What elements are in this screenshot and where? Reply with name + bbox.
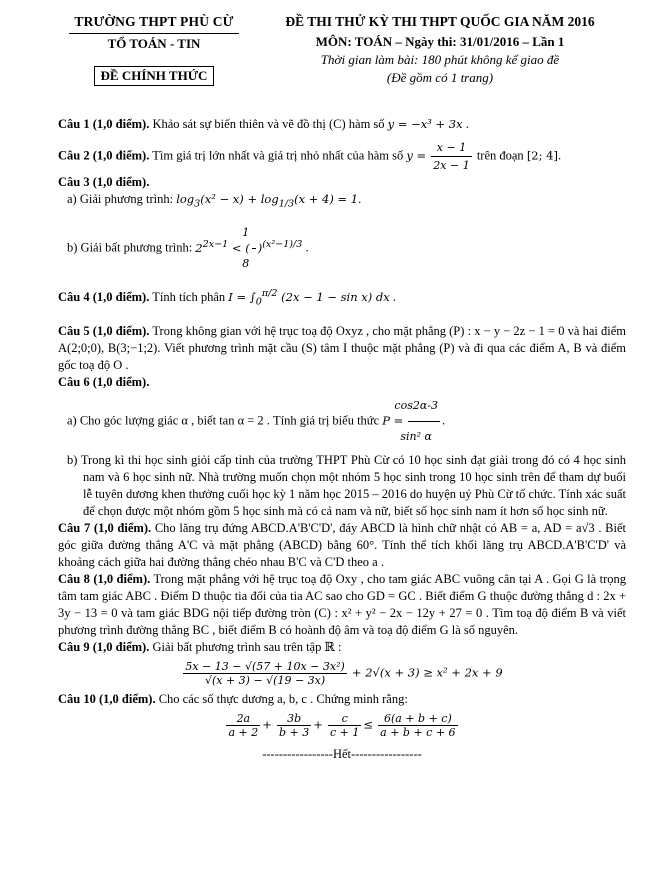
question-6a: a) Cho góc lượng giác α , biết tan α = 2 . Tính giá trị biểu thức P = $\frac{\cos 2\alpha-3}{\text{sin² α}}$ . bbox=[58, 391, 626, 452]
question-tail: trên đoạn bbox=[476, 148, 524, 163]
question-label: Câu 10 (1,0 điểm). bbox=[58, 692, 156, 707]
question-label: Câu 5 (1,0 điểm). bbox=[58, 324, 150, 339]
question-3b: b) Giải bất phương trình: $2^{2x-1}$ < ( $\frac{1}{8}$ )$^{(x^2-1)/3}$ . bbox=[58, 218, 626, 279]
question-1: Câu 1 (1,0 điểm). Khảo sát sự biến thiên và vẽ đồ thị (C) hàm số y = −x³ + 3x . bbox=[58, 117, 469, 131]
question-label: Câu 9 (1,0 điểm). bbox=[58, 640, 150, 655]
question-7: Câu 7 (1,0 điểm). Cho lăng trụ đứng ABCD.A'B'C'D', đáy ABCD là hình chữ nhật có AB = a, AD = a√3 . Biết góc giữa đường thẳng A'C và mặt phẳng (ABCD) bằng 60°. Tính thể tích khối lăng trụ ABCD.A'B'C'D' và khoảng cách giữa hai đường thẳng chéo nhau B'C và C'D theo a . bbox=[58, 521, 626, 570]
official-stamp: ĐỀ CHÍNH THỨC bbox=[94, 66, 215, 86]
school-name: TRƯỜNG THPT PHÙ CỪ bbox=[74, 14, 234, 29]
question-9: Câu 9 (1,0 điểm). Giải bất phương trình sau trên tập ℝ : bbox=[58, 640, 342, 655]
question-text: Khảo sát sự biến thiên và vẽ đồ thị (C) hàm số bbox=[152, 117, 385, 131]
exam-subject: MÔN: TOÁN – Ngày thi: 31/01/2016 – Lần 1 bbox=[315, 34, 565, 49]
exam-header bbox=[0, 14, 668, 94]
question-label: Câu 3 (1,0 điểm). bbox=[58, 175, 150, 189]
question-label: Câu 7 (1,0 điểm). bbox=[58, 521, 152, 536]
exam-duration: Thời gian làm bài: 180 phút không kể giao đề bbox=[320, 52, 560, 67]
question-3a: a) Giải phương trình: $\log_3(x^2 - x) + \log_{1/3}(x + 4) = 1$. bbox=[67, 192, 362, 210]
question-label: Câu 4 (1,0 điểm). bbox=[58, 290, 150, 305]
question-label: Câu 6 (1,0 điểm). bbox=[58, 375, 150, 390]
question-4: Câu 4 (1,0 điểm). Tính tích phân $I = \int_0^{\pi/2}$ (2x − 1 − sin x) dx . bbox=[58, 288, 397, 308]
header-right bbox=[260, 14, 620, 86]
question-8: Câu 8 (1,0 điểm). Trong mặt phẳng với hệ trục toạ độ Oxy , cho tam giác ABC vuông cân tại A . Gọi G là trọng tâm tam giác ABC . Điểm D thuộc tia đối của tia AC sao cho GD = GC . Biết điểm G thuộc đường thẳng d : 2x + 3y − 13 = 0 và tam giác BDG nội tiếp đường tròn (C) : x² + y² − 2x − 12y + 27 = 0 . Tìm toạ độ điểm B và viết phương trình đường thẳng BC , biết điểm B có hoành độ âm và toạ độ điểm G là số nguyên. bbox=[58, 572, 626, 638]
question-6b: b) Trong kì thi học sinh giỏi cấp tỉnh của trường THPT Phù Cừ có 10 học sinh đạt giải trong đó có 4 học sinh nam và 6 học sinh nữ. Nhà trường muốn chọn một nhóm 5 học sinh trong 10 học sinh trên để tham dự buổi lễ tuyên dương khen thưởng cuối học kỳ 1 năm học 2015 – 2016 do huyện uỷ Phù Cừ tổ chức. Tính xác suất để chọn được một nhóm gồm 5 học sinh mà có cả nam và nữ, biết số học sinh nam ít hơn số học sinh nữ. bbox=[67, 453, 626, 519]
department-name: TỔ TOÁN - TIN bbox=[107, 36, 201, 51]
question-10-formula: $\frac{2a}{a + 2}$ + $\frac{3b}{b + 3}$ + $\frac{c}{c + 1}$ ≤ $\frac{6(a + b + c)}{a + b + c + 6}$ bbox=[228, 712, 456, 740]
question-9-formula: $\frac{\text{5x − 13 − √(57 + 10x − 3x²)}}{√(x + 3) - √(19 - 3x)}$ + 2√(x + 3) ≥ x² + 2x + 9 bbox=[185, 660, 503, 688]
question-6 bbox=[58, 374, 626, 391]
header-left bbox=[58, 14, 250, 86]
exam-title: ĐỀ THI THỬ KỲ THI THPT QUỐC GIA NĂM 2016 bbox=[285, 14, 595, 29]
question-text: Tính tích phân bbox=[152, 290, 226, 305]
header-divider bbox=[69, 33, 239, 34]
question-label: Câu 8 (1,0 điểm). bbox=[58, 572, 151, 587]
question-label: Câu 1 (1,0 điểm). bbox=[58, 117, 150, 131]
question-3 bbox=[58, 174, 626, 191]
exam-content bbox=[58, 116, 626, 762]
end-marker: -----------------Hết----------------- bbox=[262, 747, 422, 762]
exam-pages: (Đề gồm có 1 trang) bbox=[386, 70, 494, 85]
question-5: Câu 5 (1,0 điểm). Trong không gian với hệ trục toạ độ Oxyz , cho mặt phẳng (P) : x − y − 2z − 1 = 0 và hai điểm A(2;0;0), B(3;−1;2). Viết phương trình mặt cầu (S) tâm I thuộc mặt phẳng (P) và đi qua các điểm A, B và điểm gốc toạ độ O . bbox=[58, 324, 627, 373]
question-2: Câu 2 (1,0 điểm). Tìm giá trị lớn nhất và giá trị nhỏ nhất của hàm số y = $\frac{x - 1}{2x - 1}$ trên đoạn [2; 4]. bbox=[58, 141, 562, 172]
question-10: Câu 10 (1,0 điểm). Cho các số thực dương a, b, c . Chứng minh rằng: bbox=[58, 692, 408, 707]
question-text: Tìm giá trị lớn nhất và giá trị nhỏ nhất của hàm số bbox=[152, 148, 404, 163]
question-label: Câu 2 (1,0 điểm). bbox=[58, 148, 150, 163]
